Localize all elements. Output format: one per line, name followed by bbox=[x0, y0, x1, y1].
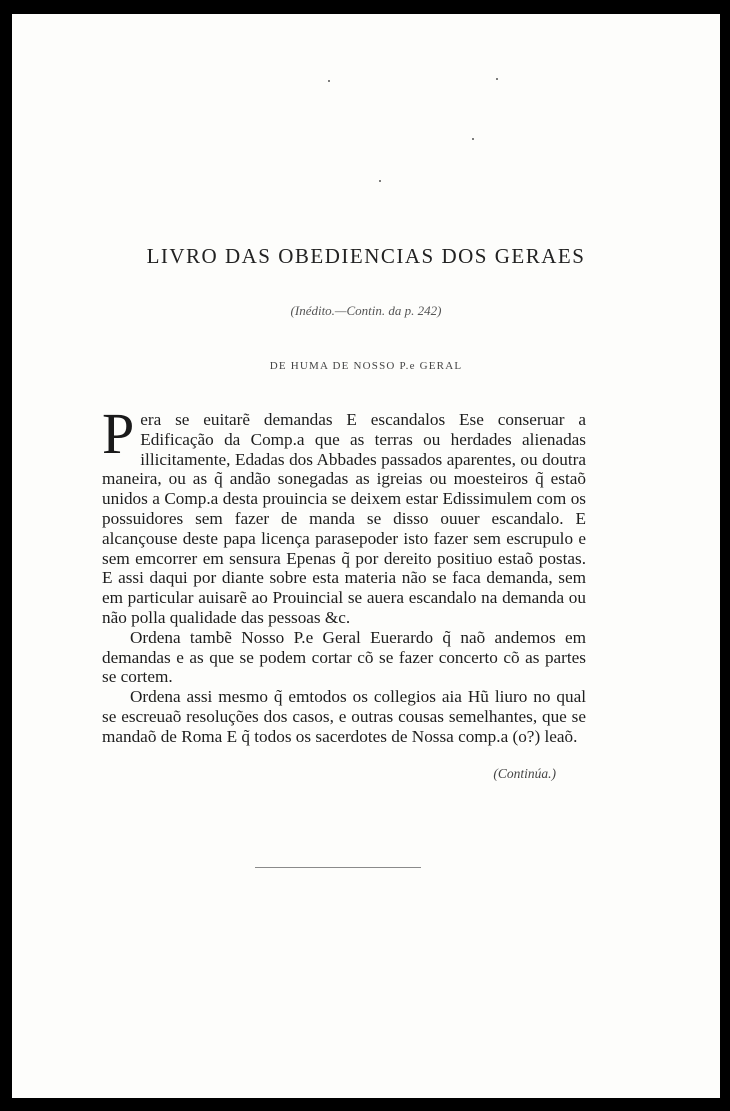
page-title: LIVRO DAS OBEDIENCIAS DOS GERAES bbox=[146, 244, 586, 268]
document-page bbox=[12, 14, 720, 1098]
paragraph-2: Ordena tambẽ Nosso P.e Geral Euerardo q̃ naõ andemos em demandas e as que se podem cortar cõ se fazer concerto cõ as partes se cortem. bbox=[102, 627, 586, 687]
speck bbox=[379, 180, 381, 182]
divider-rule bbox=[255, 867, 421, 868]
section-heading: DE HUMA DE NOSSO P.e GERAL bbox=[269, 360, 463, 372]
paragraph-3: Ordena assi mesmo q̃ emtodos os collegios aia Hũ liuro no qual se escreuaõ resoluções dos casos, e outras cousas semelhantes, que se mandaõ de Roma E q̃ todos os sacerdotes de Nossa comp.a (o?) leaõ. bbox=[102, 687, 586, 746]
speck bbox=[328, 80, 330, 82]
paragraph-1: Pera se euitarẽ demandas E escandalos Ese conseruar a Edificação da Comp.a que as terras ou herdades alienadas illicitamente, Edadas dos Abbades passados aparentes, ou doutra maneira, ou as q̃ andão sonegadas as igreias ou moesteiros q̃ estaõ unidos a Comp.a desta prouincia se deixem estar Edissimulem com os possuidores sem fazer de manda se disso ouuer escandalo. E alcançouse deste papa licença parasepoder isto fazer sem escrupulo e sem emcorrer em sensura Epenas q̃ por dereito positiuo estaõ postas. E assi daqui por diante sobre esta materia não se faca demanda, sem em particular auisarẽ ao Prouincial se auera escandalo na demanda ou não polla qualidade das pessoas &c. bbox=[102, 401, 586, 627]
speck bbox=[472, 138, 474, 140]
speck bbox=[496, 78, 498, 80]
subtitle: (Inédito.—Contin. da p. 242) bbox=[290, 303, 442, 318]
body-text bbox=[102, 401, 586, 747]
continua-label: (Continúa.) bbox=[493, 766, 556, 781]
